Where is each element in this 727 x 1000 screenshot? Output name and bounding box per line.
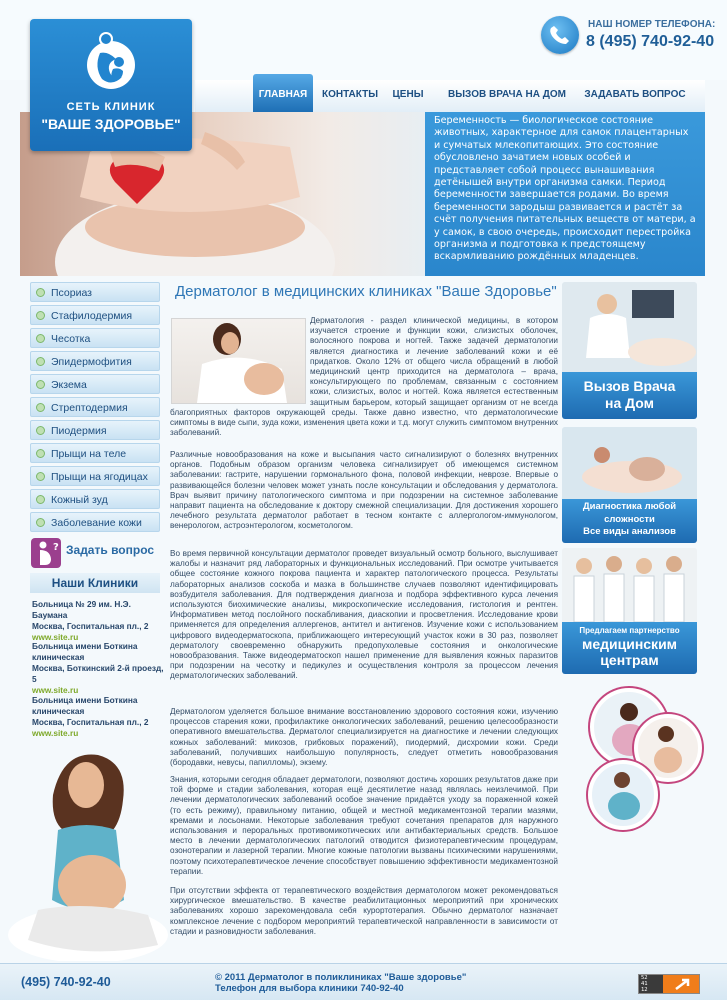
pregnant-question-icon[interactable]	[31, 538, 61, 568]
bullet-icon	[36, 518, 45, 527]
content-paragraph-3: Во время первичной консультации дерматолог проведет визуальный осмотр больного, выслушивает жалобы и назначит ряд лабораторных и функциональных исследований. При осмотре учитывается общее состояние кожного покрова пациента и характер патологического процесса. Результаты лабораторных анализов соскоба и мазка в большинстве случаев позволяют идентифицировать возбудителя заболевания. Для подтверждения диагноза и подбора эффективного курса лечения используются биохимические анализы, микроскопические исследования, гистология и рентген. Информативен метод послойного поскабливания, диаскопии и просветления. Исследование крови применяется для определения аллергенов, антител и антигенов. Изучение кожи с использованием цифрового видеодерматоскопа, приближающего интересующий участок кожи в 30 раз, позволяет дерматологу своевременно обнаружить предопухолевые состояния и онкологические новообразования. Также видеодерматоскоп нашел применение для выявления кожных паразитов при подозрении на чесотку и педикулез и осуществления контроля за процессом лечения дерматологических заболеваний.	[170, 549, 558, 681]
banner-caption	[562, 622, 697, 674]
nav-prices[interactable]: ЦЕНЫ	[392, 89, 424, 100]
sidebar-item-eczema[interactable]	[30, 374, 160, 394]
clinic-site-link[interactable]: www.site.ru	[32, 685, 79, 695]
footer-copyright-line: © 2011 Дерматолог в поликлиниках "Ваше здоровье"	[215, 972, 467, 983]
banner-line: Все виды анализов	[583, 526, 676, 537]
clinic-card	[32, 599, 167, 643]
clinic-address: Москва, Госпитальная пл., 2	[32, 717, 149, 727]
sidebar-item-label: Экзема	[51, 379, 87, 391]
sidebar-item-skin-itch[interactable]	[30, 489, 160, 509]
sidebar-item-skin-disease[interactable]	[30, 512, 160, 532]
counter-value: 52	[641, 975, 648, 981]
counter-badge[interactable]	[638, 974, 700, 994]
sidebar-item-label: Прыщи на теле	[51, 448, 127, 460]
clinic-card	[32, 695, 167, 739]
hero-text: Беременность — биологическое состояние животных, характерное для самок плацентарных и сумчатых млекопитающих. Это состояние обусловлено зачатием новых особей и представляет собой процесс вынашивания детёнышей внутри организма самки. Период беременности завершается родами. Во время беременности зародыш развивается и растёт за счёт получения питательных веществ от матери, а у самок, в свою очередь, происходит перестройка организма и подготовка к предстоящему вскармливанию рождённых младенцев.	[425, 112, 705, 276]
banner-line: медицинским	[581, 636, 678, 652]
bullet-icon	[36, 357, 45, 366]
logo-line-2: "ВАШЕ ЗДОРОВЬЕ"	[41, 116, 181, 132]
nav-home[interactable]: ГЛАВНАЯ	[253, 74, 313, 112]
sidebar-item-label: Пиодермия	[51, 425, 107, 437]
sidebar-item-label: Кожный зуд	[51, 494, 108, 506]
banner-line: Диагностика любой	[582, 501, 677, 512]
nav-ask-question[interactable]: ЗАДАВАТЬ ВОПРОС	[584, 89, 686, 100]
phone-label: НАШ НОМЕР ТЕЛЕФОНА:	[588, 19, 716, 30]
bullet-icon	[36, 449, 45, 458]
clinic-site-link[interactable]: www.site.ru	[32, 728, 79, 738]
svg-text:?: ?	[53, 542, 59, 553]
content-paragraph-2: Различные новообразования на коже и высыпания часто сигнализируют о болезнях внутренних органов. Подобным образом организм человека сигнализирует об имеющемся системном заболевании: гастрите, нарушении гормонального фона, половой инфекции, неврозе. Впервые о развивающейся болезни человек может узнать после консультации и обследования у дерматолога. Врач выявит причину патологического симптома и при подозрении на системное заболевание направит пациента на обследование к доктору смежной специализации. Для достижения хорошего лечебного результата дерматолог работает в тесном контакте с аллергологом-иммунологом, венерологом, астроэнтерологом, косметологом.	[170, 450, 558, 531]
sidebar-item-pyoderma[interactable]	[30, 420, 160, 440]
content-paragraph-6: При отсутствии эффекта от терапевтического воздействия дерматологом может рекомендоваться хирургическое вмешательство. В качестве реабилитационных мероприятий при хронических заболеваниях хорошо зарекомендовала себя курортотерапия. Обычно дерматолог назначает комплексное лечение с подбором мероприятий терапевтической направленности в зависимости от стадии и разновидности заболевания.	[170, 886, 558, 936]
pregnant-woman-image	[8, 735, 168, 961]
nav-contacts[interactable]: КОНТАКТЫ	[321, 89, 379, 100]
sidebar-item-label: Прыщи на ягодицах	[51, 471, 148, 483]
clinic-name: Больница № 29 им. Н.Э. Баумана	[32, 599, 131, 620]
sidebar-item-label: Эпидермофития	[51, 356, 132, 368]
bullet-icon	[36, 334, 45, 343]
sidebar-item-streptoderma[interactable]	[30, 397, 160, 417]
footer-phone-line: Телефон для выбора клиники 740-92-40	[215, 983, 404, 994]
logo[interactable]	[30, 19, 192, 151]
clinic-name: Больница имени Боткина клиническая	[32, 641, 138, 662]
content-paragraph-5: Знания, которыми сегодня обладает дерматологи, позволяют достичь хороших результатов даже при той форме и стадии заболевания, которая ещё десятилетие назад являлась неизлечимой. При лечении дерматологических заболеваний особое значение придаётся уходу за пораженной кожей (то есть режиму), правильному питанию, общей и местной медикаментозной терапии мазями, кремами и лосьонами. Некоторые заболевания требуют сочетания препаратов для наружного использования и пероральных противомикотических или антибактериальных средств. Большое место в лечении дерматологических патологий отводится физиотерапевтическим процедурам, озонотерапии и лазерной терапии. Многие кожные патологии вызваны психическими нарушениями, поэтому психотерапевтическое лечение способствует повышению эффективности медикаментозной терапии.	[170, 775, 558, 876]
clinic-address: Москва, Госпитальная пл., 2	[32, 621, 149, 631]
clinic-card	[32, 641, 167, 696]
sidebar-item-buttocks-acne[interactable]	[30, 466, 160, 486]
banner-diagnostics[interactable]	[562, 427, 697, 543]
nav-doctor-call[interactable]: ВЫЗОВ ВРАЧА НА ДОМ	[448, 89, 566, 100]
doctor-visit-image	[562, 282, 697, 372]
bullet-icon	[36, 403, 45, 412]
bullet-icon	[36, 288, 45, 297]
bullet-icon	[36, 495, 45, 504]
clinic-site-link[interactable]: www.site.ru	[32, 632, 79, 642]
sidebar-item-scabies[interactable]	[30, 328, 160, 348]
sidebar-item-body-acne[interactable]	[30, 443, 160, 463]
diagnostics-image	[562, 427, 697, 499]
banner-line: центрам	[600, 652, 659, 668]
banner-line: сложности	[604, 513, 655, 525]
doctors-team-image	[562, 548, 697, 622]
counter-value: 41	[641, 981, 648, 987]
bullet-icon	[36, 380, 45, 389]
content-paragraph-1	[170, 316, 558, 438]
banner-line: Вызов Врача	[583, 378, 676, 394]
ask-question-link[interactable]: Задать вопрос	[66, 543, 155, 557]
pregnant-photo-circle	[588, 760, 658, 830]
banner-partnership[interactable]	[562, 548, 697, 674]
banner-line: Предлагаем партнерство	[579, 626, 680, 635]
footer-copyright	[215, 972, 466, 994]
mother-child-icon	[86, 31, 136, 97]
banner-doctor-home[interactable]	[562, 282, 697, 419]
phone-number[interactable]: 8 (495) 740-92-40	[586, 33, 715, 50]
sidebar-item-label: Заболевание кожи	[51, 517, 142, 529]
clinics-title: Наши Клиники	[30, 573, 160, 593]
bullet-icon	[36, 426, 45, 435]
sidebar-item-staphyloderma[interactable]	[30, 305, 160, 325]
clinic-name: Больница имени Боткина клиническая	[32, 695, 138, 716]
footer-phone[interactable]: (495) 740-92-40	[21, 975, 111, 989]
banner-line: на Дом	[605, 395, 654, 411]
sidebar-item-label: Чесотка	[51, 333, 91, 345]
arrow-icon	[673, 977, 695, 991]
phone-icon	[541, 16, 579, 54]
sidebar-item-label: Псориаз	[51, 287, 92, 299]
page-title: Дерматолог в медицинских клиниках "Ваше Здоровье"	[175, 283, 557, 300]
logo-line-1: СЕТЬ КЛИНИК	[66, 101, 156, 113]
banner-caption	[562, 499, 697, 543]
content-paragraph-1-text: Дерматология - раздел клинической медицины, в котором изучается строение и функции кожи, слизистых оболочек, волосяного покрова и ногтей. Также задачей дерматологии является диагностика и лечение заболеваний кожи и её придатков. Около 12% от общего числа обращений в любой медицинский центр приходится на дерматолога – врача, консультирующего по проблемам, связанным с состоянием кожи, слизистых, волос и ногтей. Кожа является естественным защитным барьером, который защищает организм от не всегда благоприятных факторов окружающей среды. Также давно известно, что дерматологические симптомы в виде сыпи, зуда кожи, изменения цвета кожи и т.д. могут служить симптомом внутренних заболеваний.	[170, 316, 558, 438]
bullet-icon	[36, 311, 45, 320]
main-nav	[195, 80, 705, 113]
sidebar-item-psoriasis[interactable]	[30, 282, 160, 302]
sidebar-item-label: Стафилодермия	[51, 310, 133, 322]
sidebar-item-epidermophytosis[interactable]	[30, 351, 160, 371]
counter-value: 12	[641, 987, 648, 993]
content-paragraph-4: Дерматологом уделяется большое внимание восстановлению здорового состояния кожи, изучению процессов старения кожи, профилактике онкологических заболеваний, решению целесообразности оперативного вмешательства. Дерматолог специализируется на диагностике и лечении следующих кожных заболеваний: микозов, грибковых поражений), пиодермий, дисхромии кожи. Среди заболеваний, получивших наибольшую популярность, следует отметить новообразования (бородавки, невусы, папилломы), экзему.	[170, 707, 558, 768]
sidebar-item-label: Стрептодермия	[51, 402, 128, 414]
banner-caption	[562, 372, 697, 419]
float-spacer	[170, 316, 310, 404]
bullet-icon	[36, 472, 45, 481]
clinic-address: Москва, Боткинский 2-й проезд, 5	[32, 663, 164, 684]
